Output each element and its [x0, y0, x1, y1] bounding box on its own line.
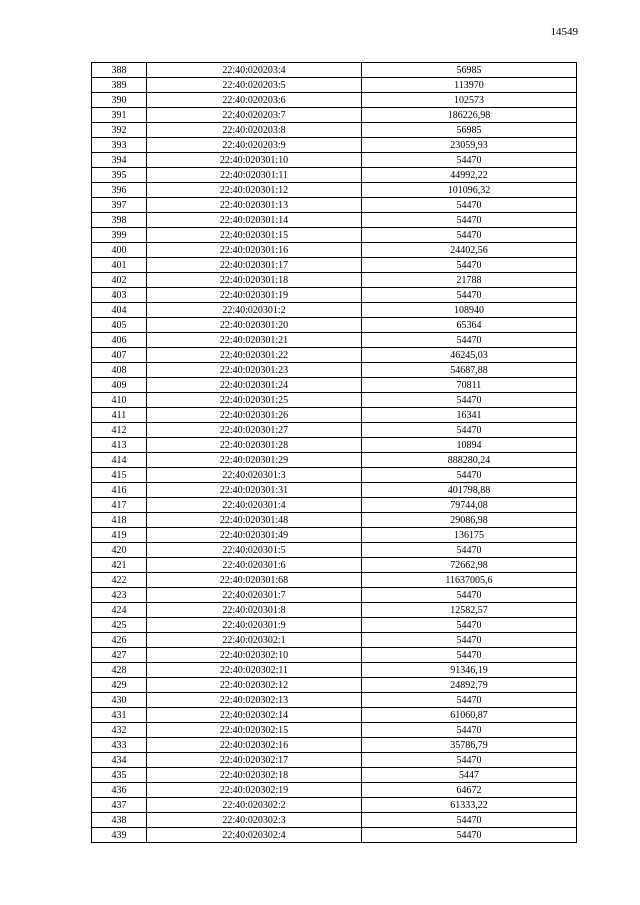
table-row: [92, 438, 577, 453]
cadastral-number-cell: 22:40:020203:6: [147, 93, 362, 108]
value-cell: 56985: [362, 63, 577, 78]
row-number-cell: 420: [92, 543, 147, 558]
table-row: [92, 318, 577, 333]
table-row: [92, 483, 577, 498]
cadastral-number-cell: 22:40:020302:4: [147, 828, 362, 843]
row-number-cell: 419: [92, 528, 147, 543]
table-row: [92, 93, 577, 108]
cadastral-number-cell: 22:40:020302:16: [147, 738, 362, 753]
cadastral-number-cell: 22:40:020302:14: [147, 708, 362, 723]
table-row: [92, 528, 577, 543]
value-cell: 888280,24: [362, 453, 577, 468]
cadastral-number-cell: 22:40:020301:5: [147, 543, 362, 558]
table-row: [92, 723, 577, 738]
cadastral-number-cell: 22:40:020203:4: [147, 63, 362, 78]
cadastral-number-cell: 22:40:020301:8: [147, 603, 362, 618]
row-number-cell: 405: [92, 318, 147, 333]
value-cell: 11637005,6: [362, 573, 577, 588]
cadastral-number-cell: 22:40:020301:3: [147, 468, 362, 483]
table-row: [92, 348, 577, 363]
value-cell: 186226,98: [362, 108, 577, 123]
value-cell: 54470: [362, 288, 577, 303]
cadastral-number-cell: 22:40:020301:27: [147, 423, 362, 438]
row-number-cell: 427: [92, 648, 147, 663]
table-row: [92, 738, 577, 753]
value-cell: 65364: [362, 318, 577, 333]
row-number-cell: 402: [92, 273, 147, 288]
page-number: 14549: [550, 26, 578, 38]
cadastral-number-cell: 22:40:020301:49: [147, 528, 362, 543]
row-number-cell: 433: [92, 738, 147, 753]
cadastral-number-cell: 22:40:020301:15: [147, 228, 362, 243]
table-row: [92, 243, 577, 258]
table-row: [92, 273, 577, 288]
table-row: [92, 378, 577, 393]
value-cell: 54470: [362, 213, 577, 228]
cadastral-number-cell: 22:40:020203:5: [147, 78, 362, 93]
cadastral-value-table: [91, 62, 577, 843]
row-number-cell: 394: [92, 153, 147, 168]
table-row: [92, 678, 577, 693]
cadastral-number-cell: 22:40:020302:18: [147, 768, 362, 783]
value-cell: 54470: [362, 393, 577, 408]
table-row: [92, 633, 577, 648]
cadastral-number-cell: 22:40:020301:16: [147, 243, 362, 258]
cadastral-number-cell: 22:40:020302:19: [147, 783, 362, 798]
row-number-cell: 431: [92, 708, 147, 723]
table-row: [92, 468, 577, 483]
value-cell: 72662,98: [362, 558, 577, 573]
table-row: [92, 618, 577, 633]
value-cell: 29086,98: [362, 513, 577, 528]
table-row: [92, 663, 577, 678]
cadastral-number-cell: 22:40:020301:12: [147, 183, 362, 198]
row-number-cell: 414: [92, 453, 147, 468]
cadastral-number-cell: 22:40:020302:10: [147, 648, 362, 663]
value-cell: 54687,88: [362, 363, 577, 378]
table-row: [92, 588, 577, 603]
value-cell: 24892,79: [362, 678, 577, 693]
value-cell: 5447: [362, 768, 577, 783]
cadastral-number-cell: 22:40:020301:17: [147, 258, 362, 273]
cadastral-number-cell: 22:40:020301:20: [147, 318, 362, 333]
cadastral-number-cell: 22:40:020302:12: [147, 678, 362, 693]
row-number-cell: 392: [92, 123, 147, 138]
value-cell: 54470: [362, 588, 577, 603]
row-number-cell: 401: [92, 258, 147, 273]
row-number-cell: 407: [92, 348, 147, 363]
value-cell: 46245,03: [362, 348, 577, 363]
row-number-cell: 425: [92, 618, 147, 633]
row-number-cell: 403: [92, 288, 147, 303]
row-number-cell: 429: [92, 678, 147, 693]
value-cell: 54470: [362, 648, 577, 663]
table-row: [92, 753, 577, 768]
row-number-cell: 422: [92, 573, 147, 588]
value-cell: 54470: [362, 828, 577, 843]
table-row: [92, 513, 577, 528]
row-number-cell: 409: [92, 378, 147, 393]
row-number-cell: 439: [92, 828, 147, 843]
row-number-cell: 438: [92, 813, 147, 828]
row-number-cell: 415: [92, 468, 147, 483]
row-number-cell: 397: [92, 198, 147, 213]
value-cell: 23059,93: [362, 138, 577, 153]
cadastral-number-cell: 22:40:020301:21: [147, 333, 362, 348]
table-row: [92, 783, 577, 798]
row-number-cell: 406: [92, 333, 147, 348]
table-row: [92, 543, 577, 558]
row-number-cell: 434: [92, 753, 147, 768]
table-row: [92, 363, 577, 378]
value-cell: 79744,08: [362, 498, 577, 513]
table-row: [92, 558, 577, 573]
value-cell: 56985: [362, 123, 577, 138]
row-number-cell: 389: [92, 78, 147, 93]
row-number-cell: 426: [92, 633, 147, 648]
cadastral-number-cell: 22:40:020301:22: [147, 348, 362, 363]
value-cell: 54470: [362, 618, 577, 633]
cadastral-number-cell: 22:40:020301:29: [147, 453, 362, 468]
table-row: [92, 813, 577, 828]
table-row: [92, 498, 577, 513]
value-cell: 35786,79: [362, 738, 577, 753]
row-number-cell: 421: [92, 558, 147, 573]
row-number-cell: 408: [92, 363, 147, 378]
cadastral-number-cell: 22:40:020301:2: [147, 303, 362, 318]
cadastral-number-cell: 22:40:020301:6: [147, 558, 362, 573]
cadastral-number-cell: 22:40:020302:11: [147, 663, 362, 678]
cadastral-number-cell: 22:40:020301:4: [147, 498, 362, 513]
cadastral-number-cell: 22:40:020302:3: [147, 813, 362, 828]
table-row: [92, 138, 577, 153]
cadastral-number-cell: 22:40:020301:24: [147, 378, 362, 393]
table-row: [92, 108, 577, 123]
table-row: [92, 183, 577, 198]
cadastral-number-cell: 22:40:020301:31: [147, 483, 362, 498]
row-number-cell: 399: [92, 228, 147, 243]
value-cell: 70811: [362, 378, 577, 393]
value-cell: 108940: [362, 303, 577, 318]
value-cell: 21788: [362, 273, 577, 288]
row-number-cell: 436: [92, 783, 147, 798]
row-number-cell: 430: [92, 693, 147, 708]
table-row: [92, 303, 577, 318]
table-row: [92, 708, 577, 723]
table-row: [92, 258, 577, 273]
cadastral-number-cell: 22:40:020302:13: [147, 693, 362, 708]
table-row: [92, 393, 577, 408]
cadastral-number-cell: 22:40:020301:18: [147, 273, 362, 288]
cadastral-number-cell: 22:40:020302:15: [147, 723, 362, 738]
row-number-cell: 418: [92, 513, 147, 528]
table-row: [92, 198, 577, 213]
cadastral-number-cell: 22:40:020301:13: [147, 198, 362, 213]
value-cell: 64672: [362, 783, 577, 798]
row-number-cell: 396: [92, 183, 147, 198]
cadastral-number-cell: 22:40:020301:11: [147, 168, 362, 183]
value-cell: 12582,57: [362, 603, 577, 618]
value-cell: 401798,88: [362, 483, 577, 498]
value-cell: 91346,19: [362, 663, 577, 678]
table-row: [92, 153, 577, 168]
row-number-cell: 423: [92, 588, 147, 603]
table-row: [92, 828, 577, 843]
table-row: [92, 123, 577, 138]
cadastral-number-cell: 22:40:020301:23: [147, 363, 362, 378]
value-cell: 54470: [362, 228, 577, 243]
row-number-cell: 410: [92, 393, 147, 408]
value-cell: 10894: [362, 438, 577, 453]
cadastral-number-cell: 22:40:020302:1: [147, 633, 362, 648]
value-cell: 61060,87: [362, 708, 577, 723]
row-number-cell: 417: [92, 498, 147, 513]
value-cell: 54470: [362, 423, 577, 438]
cadastral-number-cell: 22:40:020301:26: [147, 408, 362, 423]
value-cell: 54470: [362, 198, 577, 213]
row-number-cell: 416: [92, 483, 147, 498]
row-number-cell: 412: [92, 423, 147, 438]
table-body: [92, 63, 577, 843]
table-row: [92, 603, 577, 618]
cadastral-number-cell: 22:40:020203:8: [147, 123, 362, 138]
table-row: [92, 213, 577, 228]
row-number-cell: 393: [92, 138, 147, 153]
cadastral-number-cell: 22:40:020302:2: [147, 798, 362, 813]
row-number-cell: 413: [92, 438, 147, 453]
value-cell: 61333,22: [362, 798, 577, 813]
table-row: [92, 453, 577, 468]
row-number-cell: 424: [92, 603, 147, 618]
row-number-cell: 432: [92, 723, 147, 738]
value-cell: 54470: [362, 813, 577, 828]
value-cell: 102573: [362, 93, 577, 108]
value-cell: 54470: [362, 468, 577, 483]
value-cell: 54470: [362, 753, 577, 768]
table-row: [92, 63, 577, 78]
cadastral-number-cell: 22:40:020301:19: [147, 288, 362, 303]
cadastral-number-cell: 22:40:020203:9: [147, 138, 362, 153]
row-number-cell: 428: [92, 663, 147, 678]
row-number-cell: 400: [92, 243, 147, 258]
value-cell: 113970: [362, 78, 577, 93]
value-cell: 54470: [362, 723, 577, 738]
table-row: [92, 768, 577, 783]
row-number-cell: 404: [92, 303, 147, 318]
value-cell: 16341: [362, 408, 577, 423]
cadastral-number-cell: 22:40:020301:25: [147, 393, 362, 408]
row-number-cell: 391: [92, 108, 147, 123]
value-cell: 44992,22: [362, 168, 577, 183]
row-number-cell: 411: [92, 408, 147, 423]
row-number-cell: 435: [92, 768, 147, 783]
cadastral-number-cell: 22:40:020301:9: [147, 618, 362, 633]
value-cell: 54470: [362, 633, 577, 648]
table-row: [92, 228, 577, 243]
value-cell: 54470: [362, 543, 577, 558]
row-number-cell: 398: [92, 213, 147, 228]
cadastral-number-cell: 22:40:020301:14: [147, 213, 362, 228]
cadastral-number-cell: 22:40:020302:17: [147, 753, 362, 768]
row-number-cell: 388: [92, 63, 147, 78]
table-row: [92, 408, 577, 423]
value-cell: 101096,32: [362, 183, 577, 198]
table-row: [92, 798, 577, 813]
value-cell: 54470: [362, 153, 577, 168]
value-cell: 54470: [362, 258, 577, 273]
cadastral-number-cell: 22:40:020203:7: [147, 108, 362, 123]
cadastral-number-cell: 22:40:020301:7: [147, 588, 362, 603]
value-cell: 54470: [362, 693, 577, 708]
cadastral-number-cell: 22:40:020301:48: [147, 513, 362, 528]
row-number-cell: 437: [92, 798, 147, 813]
table-row: [92, 78, 577, 93]
cadastral-number-cell: 22:40:020301:10: [147, 153, 362, 168]
value-cell: 24402,56: [362, 243, 577, 258]
table-row: [92, 573, 577, 588]
table-row: [92, 423, 577, 438]
table-row: [92, 648, 577, 663]
row-number-cell: 390: [92, 93, 147, 108]
table-row: [92, 333, 577, 348]
value-cell: 54470: [362, 333, 577, 348]
table-row: [92, 288, 577, 303]
value-cell: 136175: [362, 528, 577, 543]
table-row: [92, 693, 577, 708]
row-number-cell: 395: [92, 168, 147, 183]
table-row: [92, 168, 577, 183]
cadastral-number-cell: 22:40:020301:68: [147, 573, 362, 588]
cadastral-number-cell: 22:40:020301:28: [147, 438, 362, 453]
